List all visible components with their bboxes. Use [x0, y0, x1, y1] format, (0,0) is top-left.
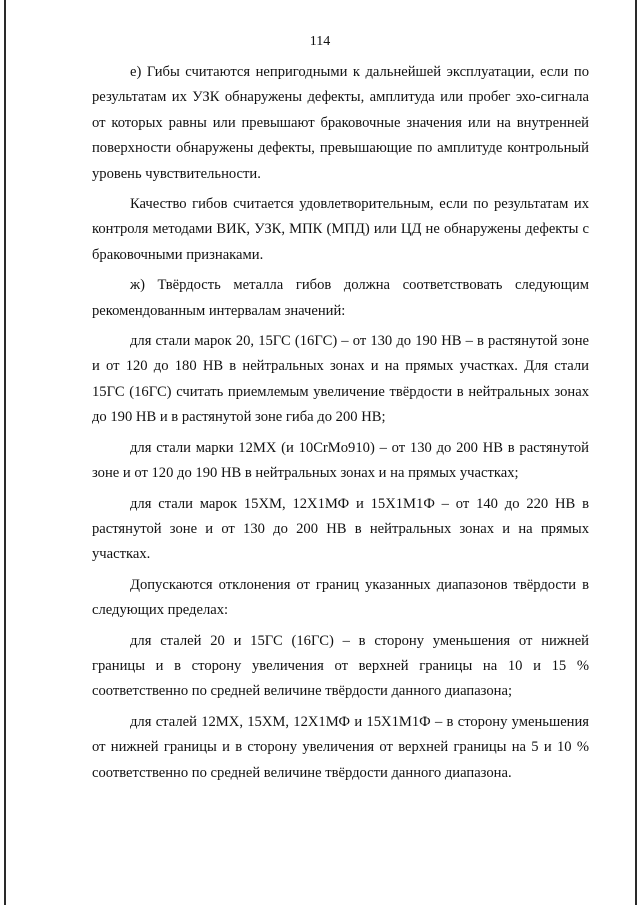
paragraph-steel-15hm: для стали марок 15ХМ, 12Х1МФ и 15Х1М1Ф – от 140 до 220 НВ в растянутой зоне и от 130 до 200 НВ в нейтральных зонах и на прямых участках. [92, 495, 589, 563]
page-number: 114 [309, 34, 331, 49]
scan-border-right [635, 0, 637, 905]
document-body [92, 60, 589, 786]
paragraph-deviation-12mh: для сталей 12МХ, 15ХМ, 12Х1МФ и 15Х1М1Ф – в сторону уменьшения от нижней границы и в сторону увеличения от верхней границы на 5 и 10 % соответственно по средней величине твёрдости данного диапазона. [92, 713, 589, 781]
paragraph-steel-20-15gs: для стали марок 20, 15ГС (16ГС) – от 130 до 190 НВ – в растянутой зоне и от 120 до 180 НВ в нейтральных зонах и на прямых участках. Для стали 15ГС (16ГС) считать приемлемым увеличение твёрдости в нейтральных зонах до 190 НВ и в растянутой зоне гиба до 200 НВ; [92, 333, 589, 426]
paragraph-steel-12mh: для стали марки 12МХ (и 10CrMo910) – от 130 до 200 НВ в растянутой зоне и от 120 до 190 НВ в нейтральных зонах и на прямых участках; [92, 439, 589, 482]
paragraph-quality: Качество гибов считается удовлетворительным, если по результатам их контроля методами ВИК, УЗК, МПК (МПД) или ЦД не обнаружены дефекты с браковочными признаками. [92, 196, 589, 263]
paragraph-zh-hardness: ж) Твёрдость металла гибов должна соответствовать следующим рекомендованным интервалам значений: [92, 277, 589, 319]
paragraph-e-defects: е) Гибы считаются непригодными к дальнейшей эксплуатации, если по результатам их УЗК обнаружены дефекты, амплитуда или пробег эхо-сигнала от которых равны или превышают браковочные значения или на внутренней поверхности обнаружены дефекты, превышающие по амплитуде контрольный уровень чувствительности. [92, 64, 589, 182]
paragraph-deviations: Допускаются отклонения от границ указанных диапазонов твёрдости в следующих пределах: [92, 576, 589, 619]
scan-border-left [4, 0, 6, 905]
paragraph-deviation-20-15gs: для сталей 20 и 15ГС (16ГС) – в сторону уменьшения от нижней границы и в сторону увеличения от верхней границы на 10 и 15 % соответственно по средней величине твёрдости данного диапазона; [92, 632, 589, 700]
